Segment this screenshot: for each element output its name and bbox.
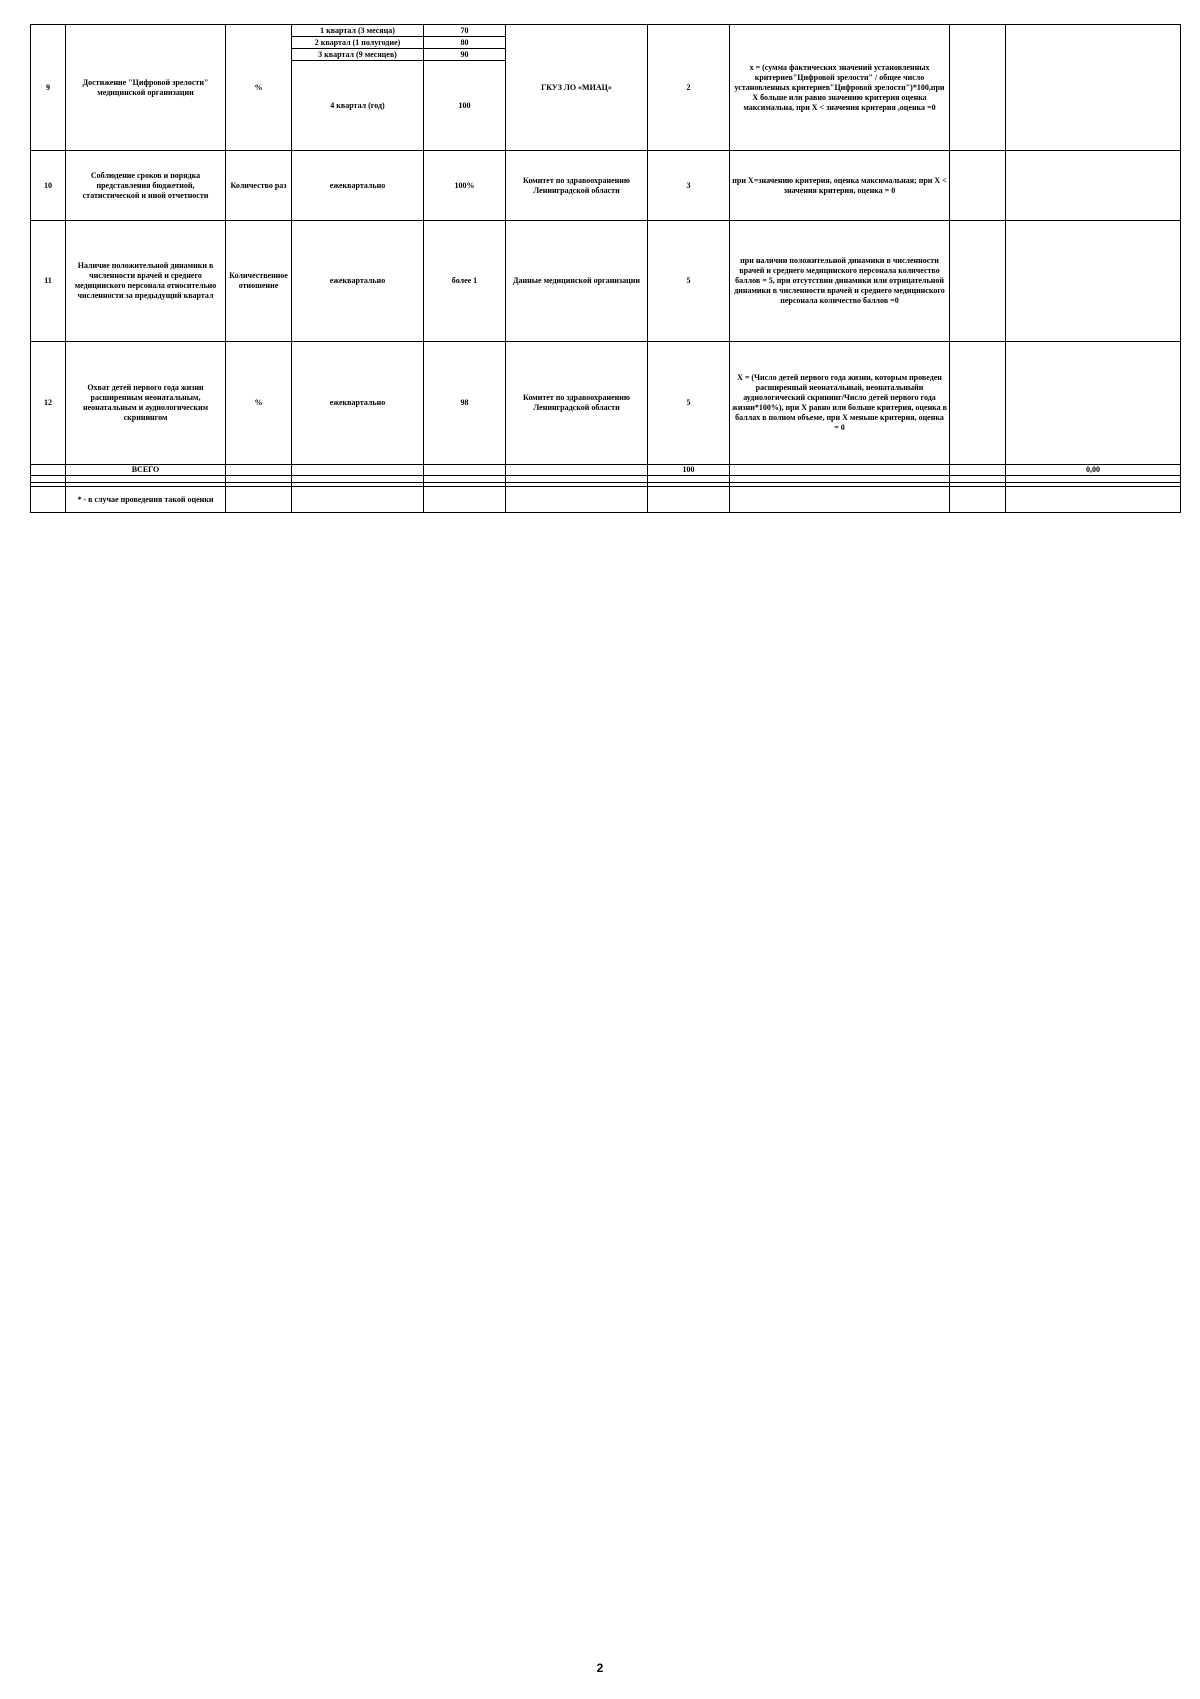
total-label: ВСЕГО (66, 465, 226, 476)
table-row (31, 151, 1181, 221)
formula-cell: при наличии положительной динамики в численности врачей и среднего медицинского персонала количество баллов = 5, при отсутствии динамики или отрицательной динамики в численности врачей и среднего медицинского персонала количество баллов =0 (730, 221, 950, 342)
target-value-cell: 98 (424, 342, 506, 465)
formula-cell: при Х=значению критерия, оценка максимальная; при Х < значения критерия, оценка = 0 (730, 151, 950, 221)
period-cell: ежеквартально (292, 151, 424, 221)
total-points: 100 (648, 465, 730, 476)
empty-cell (31, 465, 66, 476)
empty-cell (1006, 342, 1181, 465)
table-row (31, 25, 1181, 37)
row-number: 11 (31, 221, 66, 342)
source-cell: Комитет по здравоохранению Ленинградской области (506, 342, 648, 465)
source-cell: ГКУЗ ЛО «МИАЦ» (506, 25, 648, 151)
empty-cell (730, 465, 950, 476)
empty-cell (1006, 25, 1181, 151)
criterion-name: Охват детей первого года жизни расширенным неонатальным, неонатальным и аудиологическим скринингом (66, 342, 226, 465)
source-cell: Комитет по здравоохранению Ленинградской области (506, 151, 648, 221)
formula-cell: х = (сумма фактических значений установленных критериев"Цифровой зрелости" / общее число установленных критериев"Цифровой зрелости")*100,при Х больше или равно значению критерия оценка максимальна, при Х < значения критерия ,оценка =0 (730, 25, 950, 151)
empty-cell (950, 342, 1006, 465)
unit-cell: Количество раз (226, 151, 292, 221)
table-row (31, 476, 1181, 483)
target-value-cell: 90 (424, 49, 506, 61)
unit-cell: % (226, 25, 292, 151)
empty-cell (950, 465, 1006, 476)
period-cell: 4 квартал (год) (292, 61, 424, 151)
criterion-name: Наличие положительной динамики в численности врачей и среднего медицинского персонала относительно численности за предыдущий квартал (66, 221, 226, 342)
unit-cell: Количественное отношение (226, 221, 292, 342)
target-value-cell: более 1 (424, 221, 506, 342)
table-row (31, 342, 1181, 465)
points-cell: 5 (648, 342, 730, 465)
empty-cell (1006, 221, 1181, 342)
row-number: 9 (31, 25, 66, 151)
empty-cell (31, 487, 66, 513)
empty-cell (950, 151, 1006, 221)
empty-cell (292, 465, 424, 476)
target-value-cell: 100 (424, 61, 506, 151)
period-cell: ежеквартально (292, 221, 424, 342)
empty-cell (226, 465, 292, 476)
empty-cell (424, 465, 506, 476)
page-number: 2 (596, 1661, 604, 1675)
criterion-name: Соблюдение сроков и порядка представления бюджетной, статистической и иной отчетности (66, 151, 226, 221)
empty-cell (1006, 151, 1181, 221)
empty-cell (950, 25, 1006, 151)
unit-cell: % (226, 342, 292, 465)
criteria-table-sheet (30, 24, 1181, 513)
target-value-cell: 80 (424, 37, 506, 49)
row-number: 12 (31, 342, 66, 465)
empty-cell (950, 221, 1006, 342)
points-cell: 2 (648, 25, 730, 151)
period-cell: ежеквартально (292, 342, 424, 465)
row-number: 10 (31, 151, 66, 221)
points-cell: 5 (648, 221, 730, 342)
footnote-row (31, 487, 1181, 513)
period-cell: 1 квартал (3 месяца) (292, 25, 424, 37)
target-value-cell: 100% (424, 151, 506, 221)
empty-cell (506, 465, 648, 476)
target-value-cell: 70 (424, 25, 506, 37)
table-row (31, 221, 1181, 342)
period-cell: 2 квартал (1 полугодие) (292, 37, 424, 49)
criterion-name: Достижение "Цифровой зрелости" медицинской организации (66, 25, 226, 151)
footnote-text: * - в случае проведения такой оценки (66, 487, 226, 513)
points-cell: 3 (648, 151, 730, 221)
total-row (31, 465, 1181, 476)
period-cell: 3 квартал (9 месяцев) (292, 49, 424, 61)
formula-cell: Х = (Число детей первого года жизни, которым проведен расширенный неонатальный, неонатальныйи аудиологический скрининг/Число детей первого года жизни*100%), при Х равно или больше критерия, оценка в баллах в полном объеме, при Х меньше критерия, оценка = 0 (730, 342, 950, 465)
criteria-table (30, 24, 1181, 513)
total-result: 0,00 (1006, 465, 1181, 476)
source-cell: Данные медицинской организации (506, 221, 648, 342)
